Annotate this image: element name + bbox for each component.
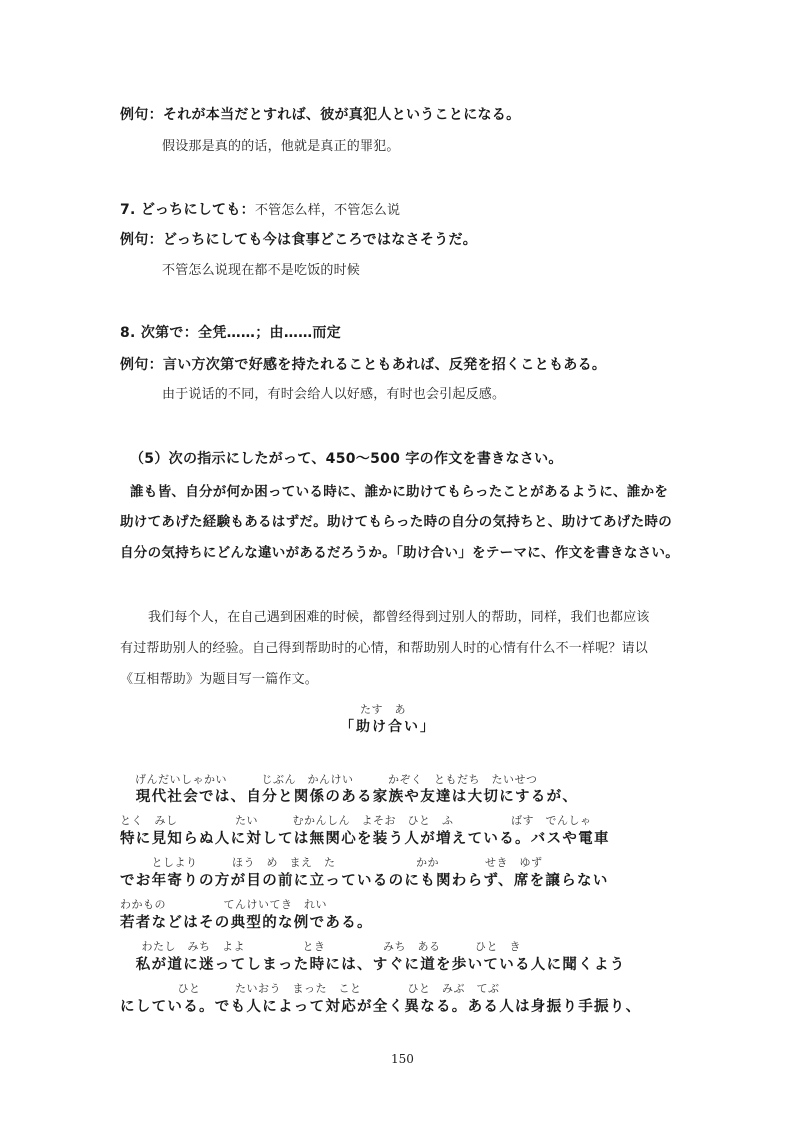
task-instruction-line: 助けてあげた経験もあるはずだ。助けてもらった時の自分の気持ちと、助けてあげた時の [120,514,672,530]
essay-line: でお年寄りの方が目の前に立っているのにも関わらず、席を譲らない [120,873,609,889]
essay-title: 「助け合い」 [340,719,436,735]
grammar-item-7-meaning: 不管怎么样，不管怎么说 [254,203,401,218]
task-instruction-line: 自分の気持ちにどんな違いがあるだろうか。「助け合い」をテーマに、作文を書きなさい。 [120,545,680,561]
essay-line: 現代社会では、自分と関係のある家族や友達は大切にするが、 [120,789,579,805]
grammar-item-8: 8. 次第で：全凭……；由……而定 [120,325,342,341]
essay-line: 若者などはその典型的な例である。 [120,915,373,931]
example-sentence-jp: 例句：言い方次第で好感を持たれることもあれば、反発を招くこともある。 [120,357,607,373]
grammar-item-7-head: 7. どっちにしても： [120,202,255,218]
essay-line: 特に見知らぬ人に対しては無関心を装う人が増えている。バスや電車 [120,831,610,847]
grammar-item-7 [120,201,400,217]
furigana-line: わたし みち よよ とき みち ある ひと き [130,940,521,953]
example-translation-zh: 由于说话的不同，有时会给人以好感，有时也会引起反感。 [162,387,506,402]
example-translation-zh: 假设那是真的的话，他就是真正的罪犯。 [162,139,400,154]
furigana-line: とく みし たい むかんしん よそお ひと ふ ばす でんしゃ [120,814,592,827]
translation-line: 我们每个人，在自己遇到困难的时候，都曾经得到过别人的帮助，同样，我们也都应该 [148,610,650,625]
example-sentence-jp: 例句：それが本当だとすれば、彼が真犯人ということになる。 [120,107,521,123]
example-sentence-jp: 例句：どっちにしても今は食事どころではなさそうだ。 [120,232,478,248]
page-number: 150 [391,1052,414,1066]
furigana-line: げんだいしゃかい じぶん かんけい かぞく ともだち たいせつ [135,773,538,786]
furigana-line: ひと たいおう まった こと ひと みぶ てぶ [120,982,500,995]
furigana-line: わかもの てんけいてき れい [120,898,327,911]
translation-line: 有过帮助别人的经验。自己得到帮助时的心情，和帮助别人时的心情有什么不一样呢？请以 [120,641,649,656]
translation-line: 《互相帮助》为题目写一篇作文。 [120,672,319,687]
task-instruction-line: 誰も皆、自分が何か困っている時に、誰かに助けてもらったことがあるように、誰かを [130,484,669,500]
task-heading: （5）次の指示にしたがって、450～500 字の作文を書きなさい。 [130,451,563,467]
essay-line: 私が道に迷ってしまった時には、すぐに道を歩いている人に聞くよう [120,957,626,973]
furigana-line: としより ほう め まえ た かか せき ゆず [140,856,543,869]
example-translation-zh: 不管怎么说现在都不是吃饭的时候 [162,263,361,278]
essay-title-ruby: たす あ [360,703,406,716]
essay-line: にしている。でも人によって対応が全く異なる。ある人は身振り手振り、 [120,999,642,1015]
